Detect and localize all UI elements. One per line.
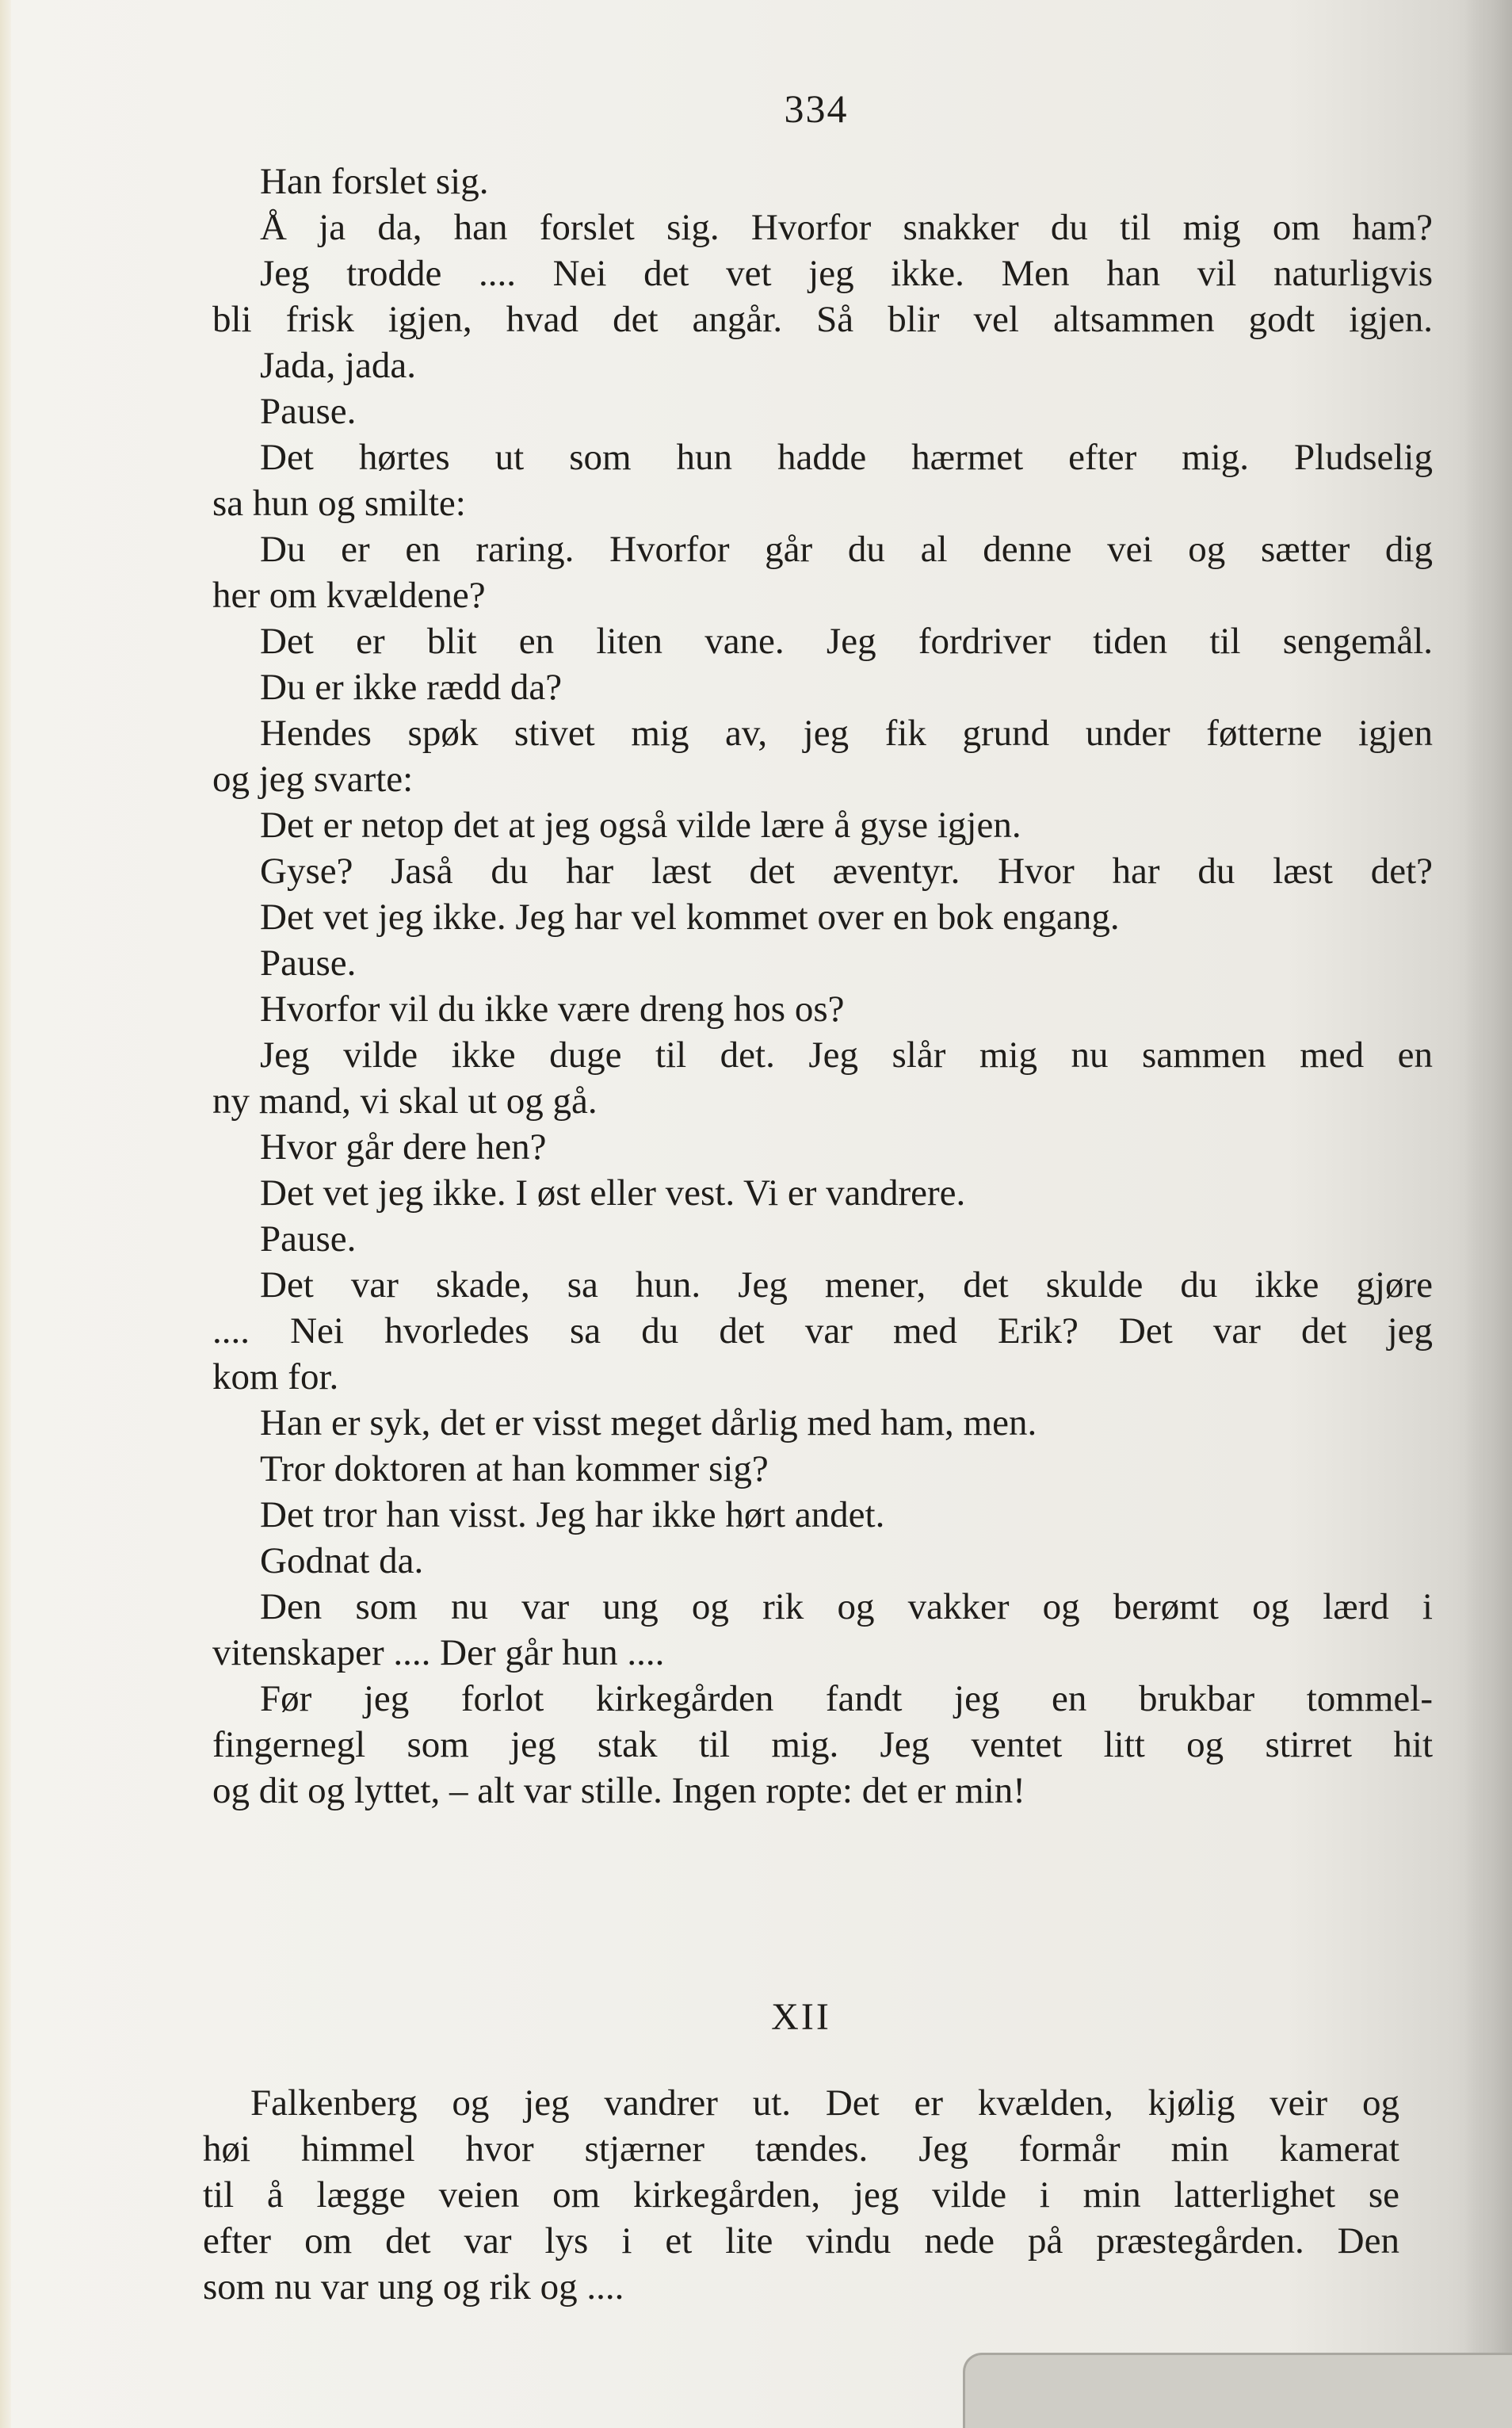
text-line: Pause. [260,391,357,432]
text-line: Jeg vilde ikke duge til det. Jeg slår mig nu sammen med en [260,1034,1433,1076]
text-line: Den som nu var ung og rik og vakker og berømt og lærd i [260,1586,1433,1627]
scanner-page-tab [963,2353,1512,2428]
body-text [212,159,1433,1814]
text-line: Hendes spøk stivet mig av, jeg fik grund under føtterne igjen [260,713,1433,754]
text-line: Du er ikke rædd da? [260,667,563,708]
text-line: Det tror han visst. Jeg har ikke hørt andet. [260,1494,885,1535]
chapter-text-line: Falkenberg og jeg vandrer ut. Det er kvælden, kjølig veir og [250,2082,1399,2124]
page-number: 334 [784,86,849,131]
text-line: Hvor går dere hen? [260,1126,547,1168]
text-line: Før jeg forlot kirkegården fandt jeg en brukbar tommel- [260,1678,1433,1719]
text-line: Han forslet sig. [260,161,489,202]
text-line: og dit og lyttet, – alt var stille. Ingen ropte: det er min! [212,1770,1025,1811]
text-line: Pause. [260,943,357,984]
text-line: Jeg trodde .... Nei det vet jeg ikke. Men han vil naturligvis [260,253,1433,294]
text-line: bli frisk igjen, hvad det angår. Så blir vel altsammen godt igjen. [212,299,1433,340]
chapter-text-line: høi himmel hvor stjærner tændes. Jeg formår min kamerat [203,2128,1399,2170]
text-line: Tror doktoren at han kommer sig? [260,1448,769,1489]
text-line: Godnat da. [260,1540,424,1581]
chapter-text [203,2080,1399,2310]
text-line: Pause. [260,1218,357,1260]
text-line: Det er blit en liten vane. Jeg fordriver tiden til sengemål. [260,621,1433,662]
text-line: Det vet jeg ikke. I øst eller vest. Vi er vandrere. [260,1172,966,1214]
page-binding-shadow [1464,0,1512,2428]
text-line: Å ja da, han forslet sig. Hvorfor snakker du til mig om ham? [260,207,1433,248]
text-line: Det vet jeg ikke. Jeg har vel kommet over en bok engang. [260,897,1120,938]
text-line: og jeg svarte: [212,759,414,800]
text-line: her om kvældene? [212,575,486,616]
chapter-heading: XII [771,1996,831,2038]
text-line: Du er en raring. Hvorfor går du al denne vei og sætter dig [260,529,1433,570]
chapter-text-line: til å lægge veien om kirkegården, jeg vilde i min latterlighet se [203,2174,1399,2216]
text-line: Det hørtes ut som hun hadde hærmet efter mig. Pludselig [260,437,1433,478]
text-line: kom for. [212,1356,339,1398]
text-line: ny mand, vi skal ut og gå. [212,1080,598,1122]
text-line: Det er netop det at jeg også vilde lære å gyse igjen. [260,805,1021,846]
page-left-edge [0,0,11,2428]
text-line: Det var skade, sa hun. Jeg mener, det skulde du ikke gjøre [260,1264,1433,1306]
text-line: Jada, jada. [260,345,417,386]
chapter-text-line: efter om det var lys i et lite vindu nede på præstegården. Den [203,2220,1399,2262]
text-line: vitenskaper .... Der går hun .... [212,1632,665,1673]
text-line: sa hun og smilte: [212,483,466,524]
text-line: Han er syk, det er visst meget dårlig med ham, men. [260,1402,1037,1443]
text-line: Gyse? Jaså du har læst det æventyr. Hvor har du læst det? [260,851,1433,892]
text-line: fingernegl som jeg stak til mig. Jeg ventet litt og stirret hit [212,1724,1433,1765]
text-line: Hvorfor vil du ikke være dreng hos os? [260,988,845,1030]
chapter-section [203,1956,1399,2310]
chapter-text-line: som nu var ung og rik og .... [203,2266,624,2308]
text-line: .... Nei hvorledes sa du det var med Erik? Det var det jeg [212,1310,1433,1352]
